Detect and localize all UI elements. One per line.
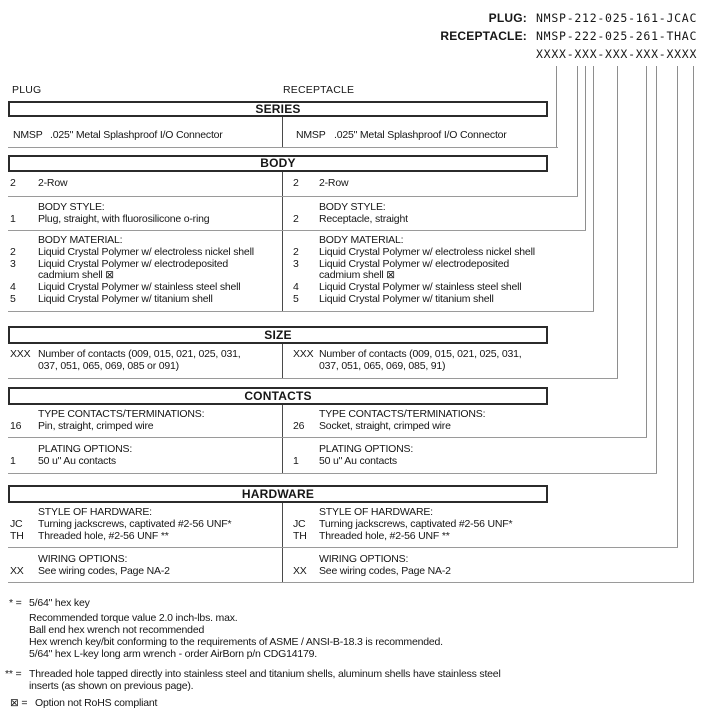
code-cell: 16	[10, 419, 22, 432]
plug-example-label: PLUG:	[488, 11, 527, 25]
contact-type-plug-entry	[8, 421, 282, 433]
body-style-plug-entry	[8, 214, 282, 226]
series-plug-entry	[8, 130, 282, 142]
code-cell: 3	[10, 257, 16, 270]
desc-cell: Pin, straight, crimped wire	[38, 419, 154, 432]
code-cell: 1	[293, 454, 299, 467]
desc-cell: Number of contacts (009, 015, 021, 025, 031, 037, 051, 065, 069, 085 or 091)	[38, 348, 241, 372]
series-receptacle-entry	[283, 130, 558, 142]
desc-cell: Liquid Crystal Polymer w/ electroless nickel shell	[319, 245, 535, 258]
desc-cell: Plug, straight, with fluorosilicone o-ring	[38, 212, 210, 225]
size-row	[8, 344, 618, 379]
receptacle-column-label: RECEPTACLE	[283, 84, 355, 96]
code-cell: XXX	[293, 348, 314, 360]
desc-cell: 50 u" Au contacts	[38, 454, 116, 467]
code-cell: NMSP	[13, 129, 43, 141]
code-cell: XX	[293, 564, 307, 577]
code-cell: TH	[10, 529, 24, 542]
hardware-style-option	[283, 519, 678, 531]
section-header-hardware: HARDWARE	[8, 485, 548, 503]
material-option	[8, 259, 282, 283]
receptacle-example-value: NMSP-222-025-261-THAC	[536, 29, 698, 43]
code-cell: 1	[10, 454, 16, 467]
wiring-label: WIRING OPTIONS:	[38, 553, 128, 565]
code-cell: XXX	[10, 348, 31, 360]
desc-cell: Socket, straight, crimped wire	[319, 419, 451, 432]
series-row	[8, 117, 558, 148]
leader-line-hardware-style	[677, 66, 678, 548]
body-style-label: BODY STYLE:	[319, 201, 386, 213]
size-plug-entry	[8, 349, 282, 373]
body-rows-row	[8, 172, 578, 197]
contact-type-label: TYPE CONTACTS/TERMINATIONS:	[319, 408, 486, 420]
contact-type-label: TYPE CONTACTS/TERMINATIONS:	[38, 408, 205, 420]
code-cell: NMSP	[296, 129, 326, 141]
body-rows-plug-entry	[8, 178, 282, 190]
star-footnote-symbol: * =	[9, 597, 22, 609]
code-cell: 5	[10, 292, 16, 305]
desc-cell: 2-Row	[38, 177, 68, 189]
plug-column-label: PLUG	[12, 84, 42, 96]
desc-cell: Liquid Crystal Polymer w/ stainless steel shell	[38, 281, 241, 294]
contact-type-receptacle-entry	[283, 421, 647, 433]
wiring-label: WIRING OPTIONS:	[319, 553, 409, 565]
section-header-size: SIZE	[8, 326, 548, 344]
material-option	[283, 247, 594, 259]
desc-cell-line2: 037, 051, 065, 069, 085, 91)	[319, 359, 446, 372]
part-number-pattern: XXXX-XXX-XXX-XXX-XXXX	[536, 47, 698, 61]
wiring-receptacle-entry	[283, 566, 694, 578]
desc-cell: 2-Row	[319, 177, 349, 189]
body-material-label: BODY MATERIAL:	[319, 234, 404, 246]
code-cell: 4	[10, 281, 16, 294]
double-star-footnote-line: inserts (as shown on previous page).	[29, 680, 194, 692]
code-cell: TH	[293, 529, 307, 542]
rohs-footnote-line: Option not RoHS compliant	[35, 697, 158, 709]
material-option	[283, 294, 594, 306]
leader-line-wiring	[693, 66, 694, 583]
leader-line-contact-type	[646, 66, 647, 438]
leader-line-size	[617, 66, 618, 379]
star-footnote-line: Recommended torque value 2.0 inch-lbs. max.	[29, 612, 238, 624]
desc-cell: Receptacle, straight	[319, 212, 408, 225]
hardware-style-row	[8, 503, 678, 548]
contact-type-row	[8, 405, 647, 438]
hardware-style-option	[283, 531, 678, 543]
rohs-footnote-symbol: ⊠ =	[10, 697, 28, 709]
plating-row	[8, 438, 657, 474]
star-footnote-line: 5/64" hex key	[29, 597, 90, 609]
desc-cell: Turning jackscrews, captivated #2-56 UNF*	[319, 517, 513, 530]
plating-label: PLATING OPTIONS:	[319, 443, 414, 455]
material-option	[8, 294, 282, 306]
hardware-style-label: STYLE OF HARDWARE:	[319, 506, 433, 518]
wiring-row	[8, 548, 694, 583]
plating-receptacle-entry	[283, 456, 657, 468]
section-header-body: BODY	[8, 155, 548, 172]
section-header-contacts: CONTACTS	[8, 387, 548, 405]
body-material-label: BODY MATERIAL:	[38, 234, 123, 246]
hardware-style-label: STYLE OF HARDWARE:	[38, 506, 152, 518]
double-star-footnote-line: Threaded hole tapped directly into stainless steel and titanium shells, aluminum shells have stainless steel	[29, 668, 501, 680]
body-style-receptacle-entry	[283, 214, 586, 226]
desc-cell: Number of contacts (009, 015, 021, 025, 031, 037, 051, 065, 069, 085, 91)	[319, 348, 522, 372]
hardware-style-option	[8, 531, 282, 543]
desc-cell: .025" Metal Splashproof I/O Connector	[334, 129, 507, 141]
code-cell: 1	[10, 212, 16, 225]
plug-example-value: NMSP-212-025-161-JCAC	[536, 11, 698, 25]
desc-cell-line2: 037, 051, 065, 069, 085 or 091)	[38, 359, 179, 372]
desc-cell: Liquid Crystal Polymer w/ stainless steel shell	[319, 281, 522, 294]
body-style-label: BODY STYLE:	[38, 201, 105, 213]
wiring-plug-entry	[8, 566, 282, 578]
desc-cell: See wiring codes, Page NA-2	[319, 564, 451, 577]
code-cell: 5	[293, 292, 299, 305]
code-cell: XX	[10, 564, 24, 577]
receptacle-example-label: RECEPTACLE:	[440, 29, 527, 43]
code-cell: 3	[293, 257, 299, 270]
desc-cell: Liquid Crystal Polymer w/ titanium shell	[38, 292, 213, 305]
plating-plug-entry	[8, 456, 282, 468]
desc-cell: Liquid Crystal Polymer w/ electrodeposited cadmium shell ⊠	[38, 257, 229, 282]
material-option	[8, 247, 282, 259]
body-material-row	[8, 231, 594, 312]
code-cell: 2	[293, 245, 299, 258]
desc-cell-line2: cadmium shell ⊠	[38, 269, 114, 282]
desc-cell-line2: cadmium shell ⊠	[319, 269, 395, 282]
desc-cell: Liquid Crystal Polymer w/ electroless nickel shell	[38, 245, 254, 258]
body-rows-receptacle-entry	[283, 178, 578, 190]
desc-cell: Liquid Crystal Polymer w/ electrodeposited cadmium shell ⊠	[319, 257, 510, 282]
star-footnote-line: 5/64" hex L-key long arm wrench - order AirBorn p/n CDG14179.	[29, 648, 318, 660]
material-option	[283, 259, 594, 283]
desc-cell: 50 u" Au contacts	[319, 454, 397, 467]
desc-cell: See wiring codes, Page NA-2	[38, 564, 170, 577]
desc-cell: .025" Metal Splashproof I/O Connector	[50, 129, 223, 141]
size-receptacle-entry	[283, 349, 618, 373]
code-cell: 2	[10, 245, 16, 258]
hardware-style-option	[8, 519, 282, 531]
code-cell: JC	[10, 517, 23, 530]
star-footnote-line: Hex wrench key/bit conforming to the requirements of ASME / ANSI-B-18.3 is recommended.	[29, 636, 443, 648]
leader-line-plating	[656, 66, 657, 474]
star-footnote-line: Ball end hex wrench not recommended	[29, 624, 205, 636]
desc-cell: Threaded hole, #2-56 UNF **	[38, 529, 169, 542]
desc-cell: Threaded hole, #2-56 UNF **	[319, 529, 450, 542]
code-cell: 26	[293, 419, 305, 432]
code-cell: 2	[10, 177, 16, 189]
plating-label: PLATING OPTIONS:	[38, 443, 133, 455]
code-cell: 2	[293, 212, 299, 225]
section-header-series: SERIES	[8, 101, 548, 117]
code-cell: 2	[293, 177, 299, 189]
code-cell: 4	[293, 281, 299, 294]
double-star-footnote-symbol: ** =	[5, 668, 22, 680]
body-style-row	[8, 197, 586, 231]
desc-cell: Liquid Crystal Polymer w/ titanium shell	[319, 292, 494, 305]
desc-cell: Turning jackscrews, captivated #2-56 UNF*	[38, 517, 232, 530]
code-cell: JC	[293, 517, 306, 530]
